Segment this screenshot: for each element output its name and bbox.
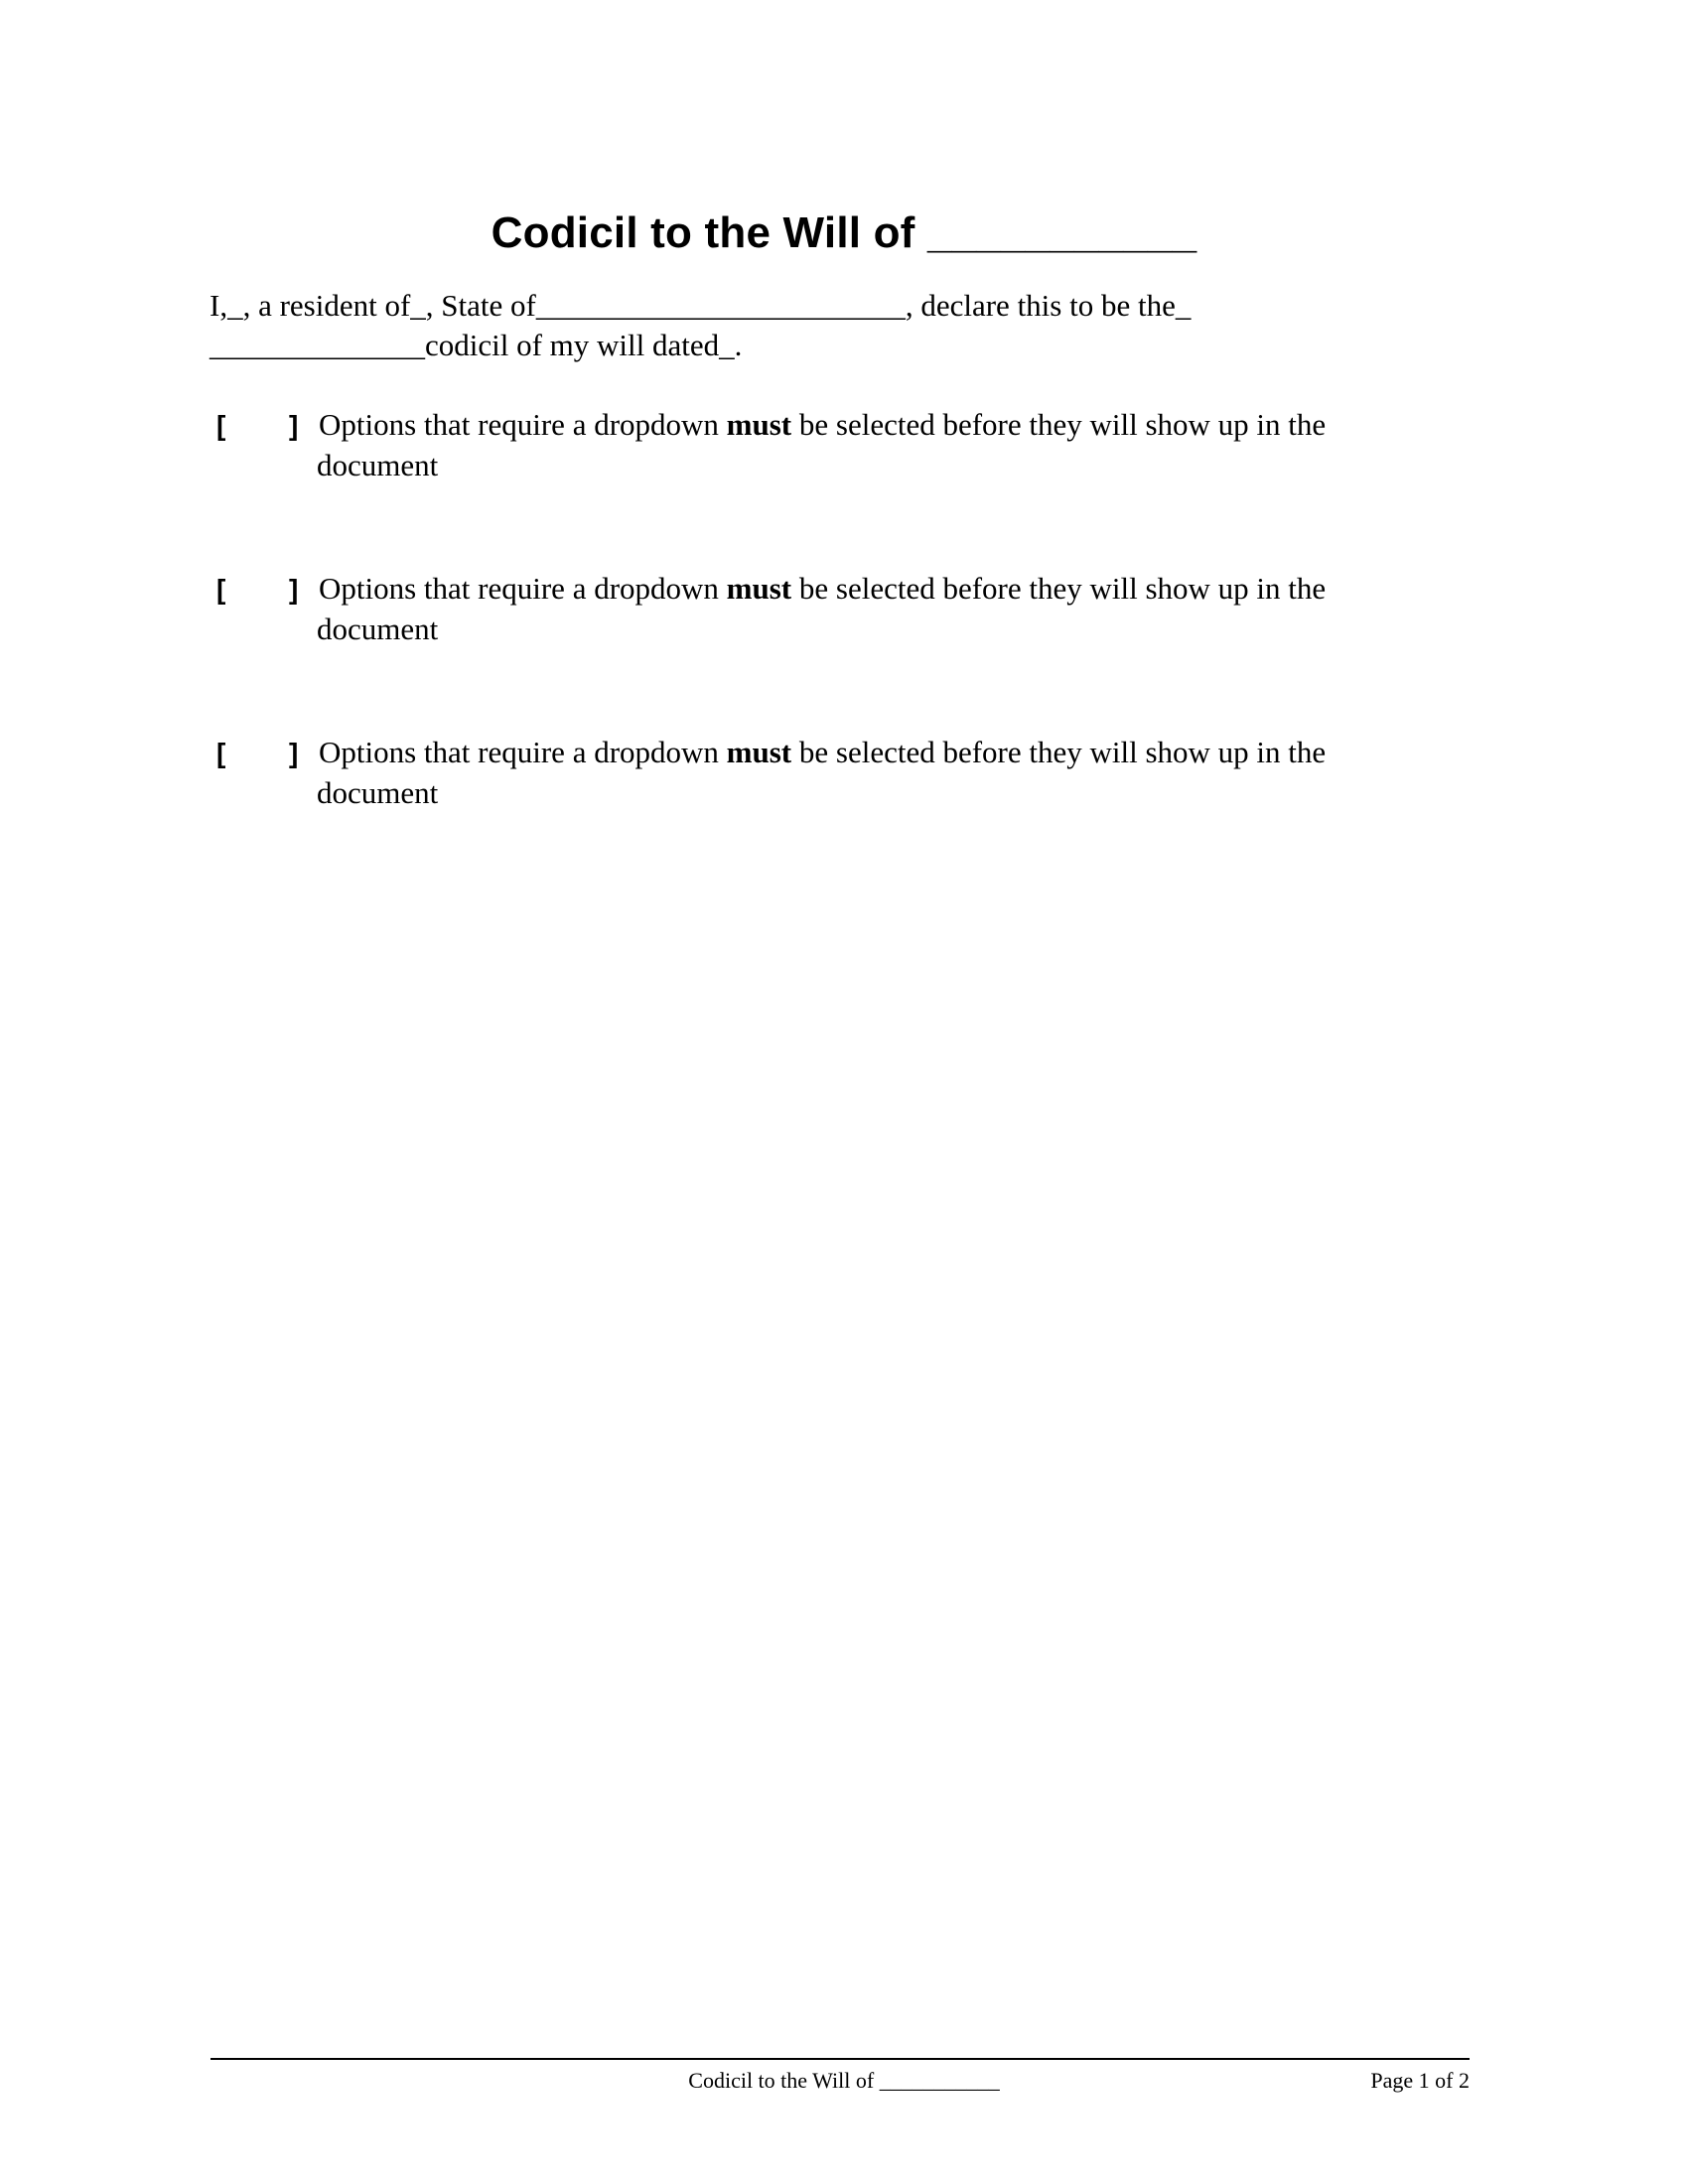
checkbox-bracket-open[interactable]: [ <box>216 574 226 605</box>
option-item-3 <box>210 733 1500 813</box>
option-text-bold: must <box>726 407 792 442</box>
option-text-rest: be selected before they will show up in the <box>791 571 1327 606</box>
option-text-rest: be selected before they will show up in the <box>791 407 1327 442</box>
document-title: Codicil to the Will of ___________ <box>491 208 1197 257</box>
option-text-rest: be selected before they will show up in the <box>791 735 1327 769</box>
checkbox-bracket-open[interactable]: [ <box>216 410 226 441</box>
option-text-bold: must <box>726 735 792 769</box>
option-item-2 <box>210 569 1500 649</box>
intro-paragraph <box>210 286 1500 365</box>
footer-divider <box>211 2058 1470 2060</box>
checkbox-bracket-close[interactable]: ] <box>289 738 299 768</box>
footer-title: Codicil to the Will of ___________ <box>688 2068 1000 2093</box>
footer-page-number: Page 1 of 2 <box>1370 2068 1470 2093</box>
option-text-line2: document <box>317 612 439 646</box>
checkbox-bracket-open[interactable]: [ <box>216 738 226 768</box>
option-text: Options that require a dropdown <box>319 407 727 442</box>
option-text: Options that require a dropdown <box>319 571 727 606</box>
option-text-bold: must <box>726 571 792 606</box>
intro-line-1: I,_, a resident of_, State of________________________, declare this to be the_ <box>210 288 1192 323</box>
intro-line-2: ______________codicil of my will dated_. <box>210 328 743 362</box>
option-text-line2: document <box>317 448 439 482</box>
checkbox-bracket-close[interactable]: ] <box>289 410 299 441</box>
checkbox-bracket-close[interactable]: ] <box>289 574 299 605</box>
option-text-line2: document <box>317 775 439 810</box>
option-item-1 <box>210 405 1500 485</box>
option-text: Options that require a dropdown <box>319 735 727 769</box>
